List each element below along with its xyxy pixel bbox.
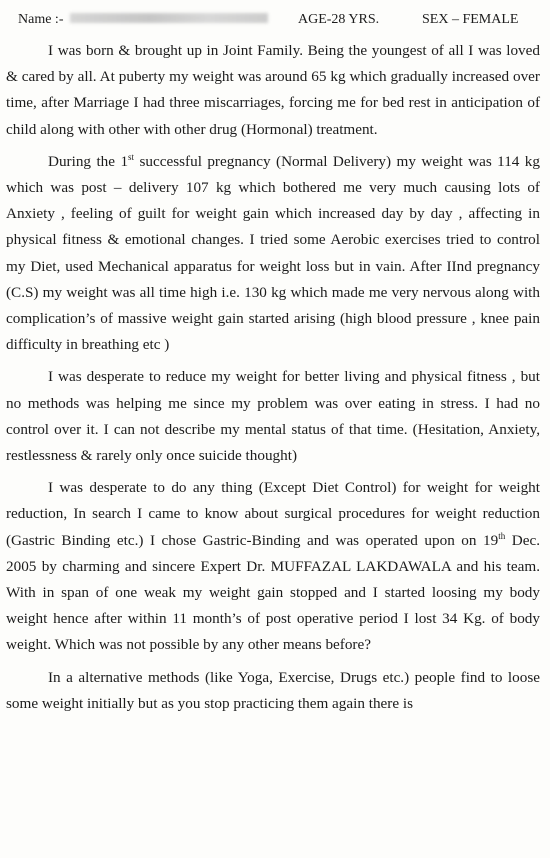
paragraph-4-part-2: Dec. 2005 by charming and sincere Expert Dr. MUFFAZAL LAKDAWALA and his team. With in span of one weak my weight gain stopped and I started loosing my body weight hence after within 11 month’s of post operative period I lost 34 Kg. of body weight. Which was not possible by any other means before?: [6, 531, 541, 654]
redacted-name: [70, 13, 268, 23]
ordinal-suffix: th: [498, 530, 506, 541]
paragraph-4: [6, 475, 540, 658]
sex-label: SEX – FEMALE: [422, 12, 519, 27]
age-label: AGE-28 YRS.: [298, 12, 380, 27]
name-label: Name :-: [18, 12, 64, 27]
patient-header: [8, 7, 542, 29]
paragraph-5: In a alternative methods (like Yoga, Exercise, Drugs etc.) people find to loose some weight initially but as you stop practicing them again there is: [6, 668, 540, 712]
testimonial-body: [6, 38, 540, 721]
paragraph-3: I was desperate to reduce my weight for better living and physical fitness , but no methods was helping me since my problem was over eating in stress. I had no control over it. I can not describe my mental status of that time. (Hesitation, Anxiety, restlessness & rarely only once suicide thought): [6, 368, 540, 465]
paragraph-2-part-2: successful pregnancy (Normal Delivery) my weight was 114 kg which was post – delivery 107 kg which bothered me very much causing lots of Anxiety , feeling of guilt for weight gain which increased day by day , affecting in physical fitness & emotional changes. I tried some Aerobic exercises tried to control my Diet, used Mechanical apparatus for weight loss but in vain. After IInd pregnancy (C.S) my weight was all time high i.e. 130 kg which made me very nervous along with complication’s of massive weight gain started arising (high blood pressure , knee pain difficulty in breathing etc ): [6, 152, 540, 354]
ordinal-suffix: st: [128, 151, 135, 162]
paragraph-2-part-1: During the 1: [48, 152, 129, 170]
paragraph-1: I was born & brought up in Joint Family. Being the youngest of all I was loved & cared by all. At puberty my weight was around 65 kg which gradually increased over time, after Marriage I had three miscarriages, forcing me for bed rest in anticipation of child along with other with other drug (Hormonal) treatment.: [6, 42, 540, 138]
paragraph-2: [6, 149, 540, 359]
paragraph-4-part-1: I was desperate to do any thing (Except Diet Control) for weight for weight reduction, In search I came to know about surgical procedures for weight reduction (Gastric Binding etc.) I chose Gastric-Binding and was operated upon on 19: [6, 479, 540, 549]
